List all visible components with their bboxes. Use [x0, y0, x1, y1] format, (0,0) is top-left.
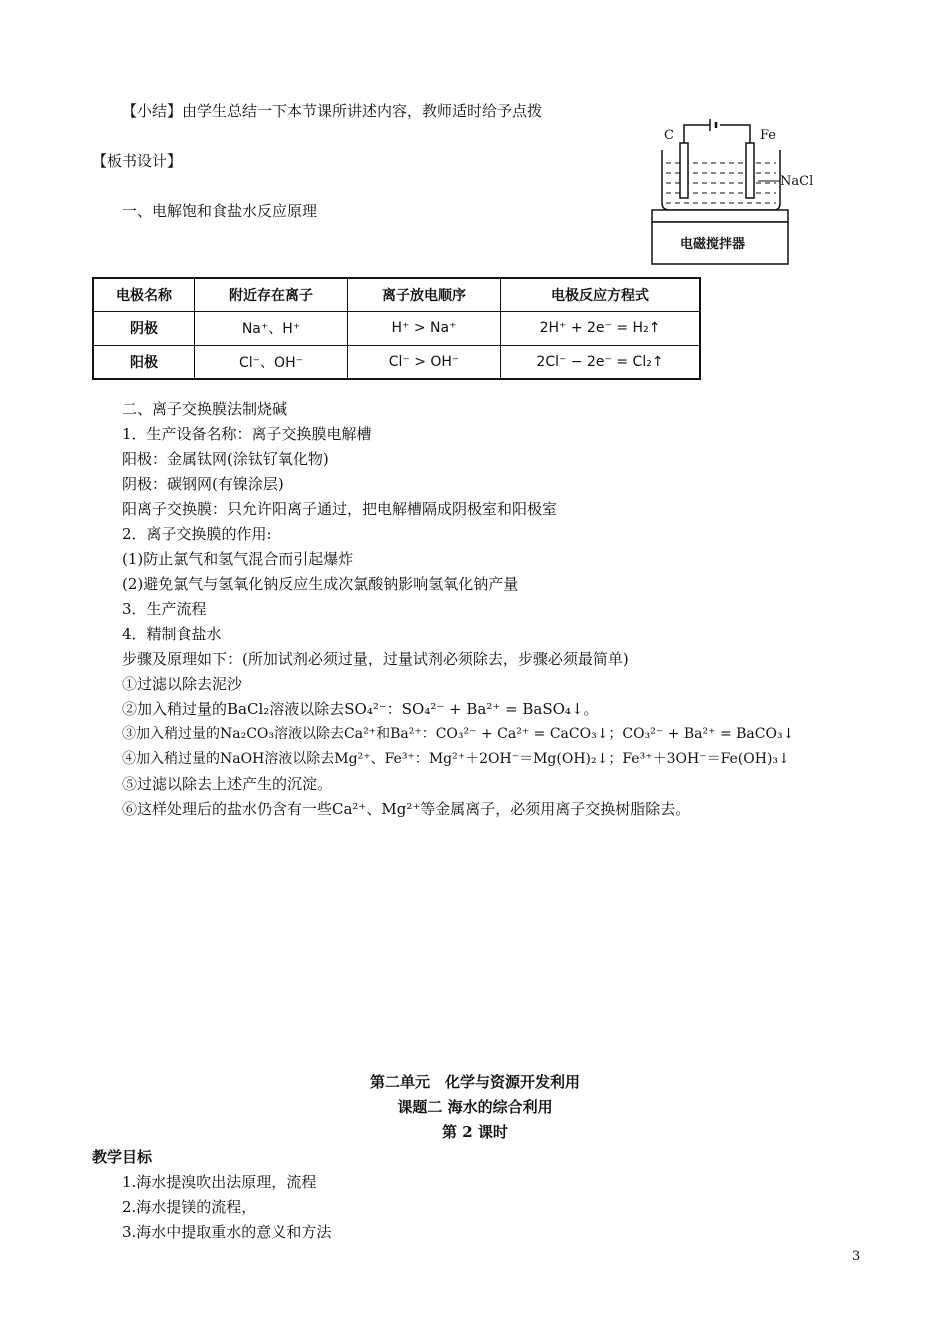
body-line: 1．生产设备名称：离子交换膜电解槽 — [122, 425, 372, 443]
body-line: 阴极：碳钢网(有镍涂层) — [122, 475, 284, 493]
table-cell: Cl⁻ > OH⁻ — [348, 345, 501, 379]
diagram-label-fe: Fe — [760, 128, 777, 143]
body-line: 3．生产流程 — [122, 600, 207, 618]
body-line: ⑤过滤以除去上述产生的沉淀。 — [122, 775, 333, 793]
body-line: ①过滤以除去泥沙 — [122, 675, 243, 693]
table-header: 离子放电顺序 — [348, 278, 501, 311]
body-line: 阳极：金属钛网(涂钛钌氧化物) — [122, 450, 329, 468]
goal-item: 3.海水中提取重水的意义和方法 — [122, 1223, 332, 1241]
diagram-label-nacl: NaCl — [780, 174, 814, 189]
table-cell: 2H⁺ + 2e⁻ = H₂↑ — [501, 311, 701, 345]
table-cell: 阳极 — [93, 345, 195, 379]
table-cell: Na⁺、H⁺ — [195, 311, 348, 345]
body-line: 二、离子交换膜法制烧碱 — [122, 400, 288, 418]
page-number: 3 — [852, 1249, 861, 1264]
diagram-label-stirrer: 电磁搅拌器 — [680, 237, 746, 252]
goal-item: 1.海水提溴吹出法原理，流程 — [122, 1173, 317, 1191]
table-cell: 2Cl⁻ − 2e⁻ = Cl₂↑ — [501, 345, 701, 379]
electrode-table — [92, 277, 701, 380]
body-line: ⑥这样处理后的盐水仍含有一些Ca²⁺、Mg²⁺等金属离子，必须用离子交换树脂除去。 — [122, 800, 691, 818]
board-design-heading: 【板书设计】 — [92, 152, 183, 170]
body-line: 阳离子交换膜：只允许阳离子通过，把电解槽隔成阴极室和阳极室 — [122, 500, 558, 518]
body-line: 步骤及原理如下：(所加试剂必须过量，过量试剂必须除去，步骤必须最简单) — [122, 650, 629, 668]
body-line: ②加入稍过量的BaCl₂溶液以除去SO₄²⁻：SO₄²⁻ + Ba²⁺ = BaSO₄↓。 — [122, 700, 599, 718]
body-line: 2．离子交换膜的作用: — [122, 525, 272, 543]
body-line: (1)防止氯气和氢气混合而引起爆炸 — [122, 550, 354, 568]
goal-item: 2.海水提镁的流程， — [122, 1198, 257, 1216]
goals-heading: 教学目标 — [92, 1148, 153, 1166]
body-line: (2)避免氯气与氢氧化钠反应生成次氯酸钠影响氢氧化钠产量 — [122, 575, 519, 593]
table-header: 附近存在离子 — [195, 278, 348, 311]
lesson-title: 第 2 课时 — [442, 1123, 508, 1141]
table-cell: H⁺ > Na⁺ — [348, 311, 501, 345]
diagram-label-c: C — [664, 128, 674, 143]
body-line: ④加入稍过量的NaOH溶液以除去Mg²⁺、Fe³⁺：Mg²⁺＋2OH⁻＝Mg(OH)₂↓；Fe³⁺＋3OH⁻＝Fe(OH)₃↓ — [122, 751, 790, 767]
summary-text: 【小结】由学生总结一下本节课所讲述内容，教师适时给予点拨 — [122, 102, 543, 120]
table-cell: 阴极 — [93, 311, 195, 345]
body-line: ③加入稍过量的Na₂CO₃溶液以除去Ca²⁺和Ba²⁺：CO₃²⁻ + Ca²⁺ = CaCO₃↓；CO₃²⁻ + Ba²⁺ = BaCO₃↓ — [122, 726, 795, 742]
table-header: 电极名称 — [93, 278, 195, 311]
table-cell: Cl⁻、OH⁻ — [195, 345, 348, 379]
body-line: 4．精制食盐水 — [122, 625, 222, 643]
section1-heading: 一、电解饱和食盐水反应原理 — [122, 202, 318, 220]
topic-title: 课题二 海水的综合利用 — [397, 1098, 553, 1116]
table-header: 电极反应方程式 — [501, 278, 701, 311]
unit-title: 第二单元 化学与资源开发利用 — [369, 1073, 580, 1091]
